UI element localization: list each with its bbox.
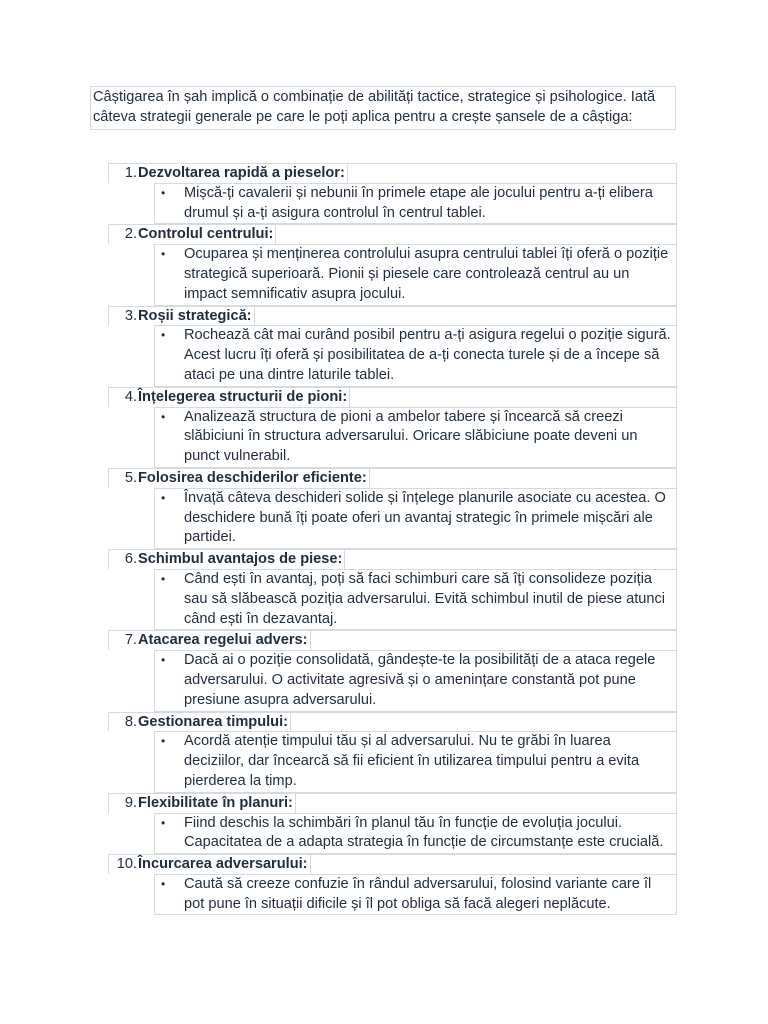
item-number: 6. xyxy=(124,551,137,568)
item-number: 8. xyxy=(124,713,137,730)
item-number: 3. xyxy=(124,307,137,324)
list-item xyxy=(108,712,677,793)
item-text: Rochează cât mai curând posibil pentru a-ți asigura regelui o poziție sigură. Acest lucru îți oferă și posibilitatea de a-ți conecta turele și de a începe să ataci pe una dintre laturile tablei. xyxy=(184,327,671,383)
bullet-icon: • xyxy=(161,409,166,424)
item-title: Gestionarea timpului: xyxy=(138,713,291,733)
item-title: Controlul centrului: xyxy=(138,225,276,245)
item-title: Dezvoltarea rapidă a pieselor: xyxy=(138,164,348,184)
list-item xyxy=(108,630,677,711)
bullet-icon: • xyxy=(161,247,166,262)
item-title: Atacarea regelui advers: xyxy=(138,631,311,651)
bullet-icon: • xyxy=(161,490,166,505)
bullet-icon: • xyxy=(161,571,166,586)
item-number: 5. xyxy=(124,469,137,486)
item-text: Caută să creeze confuzie în rândul adversarului, folosind variante care îl pot pune în situații dificile și îl pot obliga să facă alegeri neplăcute. xyxy=(184,875,652,912)
item-number: 9. xyxy=(124,794,137,811)
item-text: Dacă ai o poziție consolidată, gândește-te la posibilități de a ataca regele adversarului. O activitate agresivă și o amenințare constantă pot pune presiune asupra adversarului. xyxy=(184,652,656,708)
bullet-icon: • xyxy=(161,815,166,830)
bullet-icon: • xyxy=(161,328,166,343)
list-item-heading xyxy=(108,854,677,874)
list-item xyxy=(108,163,677,224)
item-text: Fiind deschis la schimbări în planul tău în funcție de evoluția jocului. Capacitatea de a adapta strategia în funcție de circumstanțe este crucială. xyxy=(184,814,664,851)
list-item xyxy=(108,549,677,630)
bullet-icon: • xyxy=(161,653,166,668)
list-item-heading xyxy=(108,306,677,326)
item-number: 10. xyxy=(116,856,137,873)
list-item xyxy=(108,468,677,549)
item-detail xyxy=(154,244,677,305)
item-text: Mișcă-ți cavalerii și nebunii în primele etape ale jocului pentru a-ți elibera drumul și a-ți asigura controlul în centrul tablei. xyxy=(184,184,653,221)
item-number: 4. xyxy=(124,388,137,405)
item-title: Folosirea deschiderilor eficiente: xyxy=(138,469,370,489)
item-title: Schimbul avantajos de piese: xyxy=(138,550,345,570)
item-title: Flexibilitate în planuri: xyxy=(138,794,296,814)
strategy-list xyxy=(108,163,677,915)
item-detail xyxy=(154,650,677,711)
list-item-heading xyxy=(108,163,677,183)
item-text: Acordă atenție timpului tău și al adversarului. Nu te grăbi în luarea deciziilor, dar încearcă să fii eficient în utilizarea timpului pentru a evita pierderea la timp. xyxy=(184,733,640,789)
item-title: Încurcarea adversarului: xyxy=(138,855,311,875)
list-item xyxy=(108,854,677,915)
list-item xyxy=(108,224,677,305)
list-item-heading xyxy=(108,387,677,407)
item-number: 2. xyxy=(124,226,137,243)
bullet-icon: • xyxy=(161,876,166,891)
item-number: 7. xyxy=(124,632,137,649)
list-item-heading xyxy=(108,793,677,813)
list-item-heading xyxy=(108,549,677,569)
item-title: Roșii strategică: xyxy=(138,307,255,327)
item-text: Analizează structura de pioni a ambelor tabere și încearcă să creezi slăbiciuni în structura adversarului. Oricare slăbiciune poate deveni un punct vulnerabil. xyxy=(184,408,638,465)
intro-paragraph: Câștigarea în șah implică o combinație de abilități tactice, strategice și psihologice. Iată câteva strategii generale pe care le poți aplica pentru a crește șansele de a câștiga: xyxy=(90,86,676,130)
item-text: Ocuparea și menținerea controlului asupra centrului tablei îți oferă o poziție strategică superioară. Pionii și piesele care controlează centrul au un impact semnificativ asupra jocului. xyxy=(184,246,669,302)
bullet-icon: • xyxy=(161,185,166,200)
list-item-heading xyxy=(108,468,677,488)
item-detail xyxy=(154,325,677,386)
list-item-heading xyxy=(108,712,677,732)
item-detail xyxy=(154,731,677,792)
item-number: 1. xyxy=(124,165,137,181)
item-detail xyxy=(154,874,677,916)
item-detail xyxy=(154,569,677,630)
item-detail xyxy=(154,183,677,225)
bullet-icon: • xyxy=(161,734,166,749)
item-detail xyxy=(154,488,677,549)
list-item-heading xyxy=(108,224,677,244)
list-item xyxy=(108,306,677,387)
list-item xyxy=(108,793,677,854)
item-detail xyxy=(154,813,677,855)
item-text: Când ești în avantaj, poți să faci schimburi care să îți consolideze poziția sau să slăbească poziția adversarului. Evită schimbul inutil de piese atunci când ești în dezavantaj. xyxy=(184,570,666,627)
item-text: Învață câteva deschideri solide și înțelege planurile asociate cu acestea. O deschidere bună îți poate oferi un avantaj strategic în primele mișcări ale partidei. xyxy=(184,489,666,546)
list-item xyxy=(108,387,677,468)
list-item-heading xyxy=(108,630,677,650)
item-title: Înțelegerea structurii de pioni: xyxy=(138,388,350,408)
item-detail xyxy=(154,407,677,468)
